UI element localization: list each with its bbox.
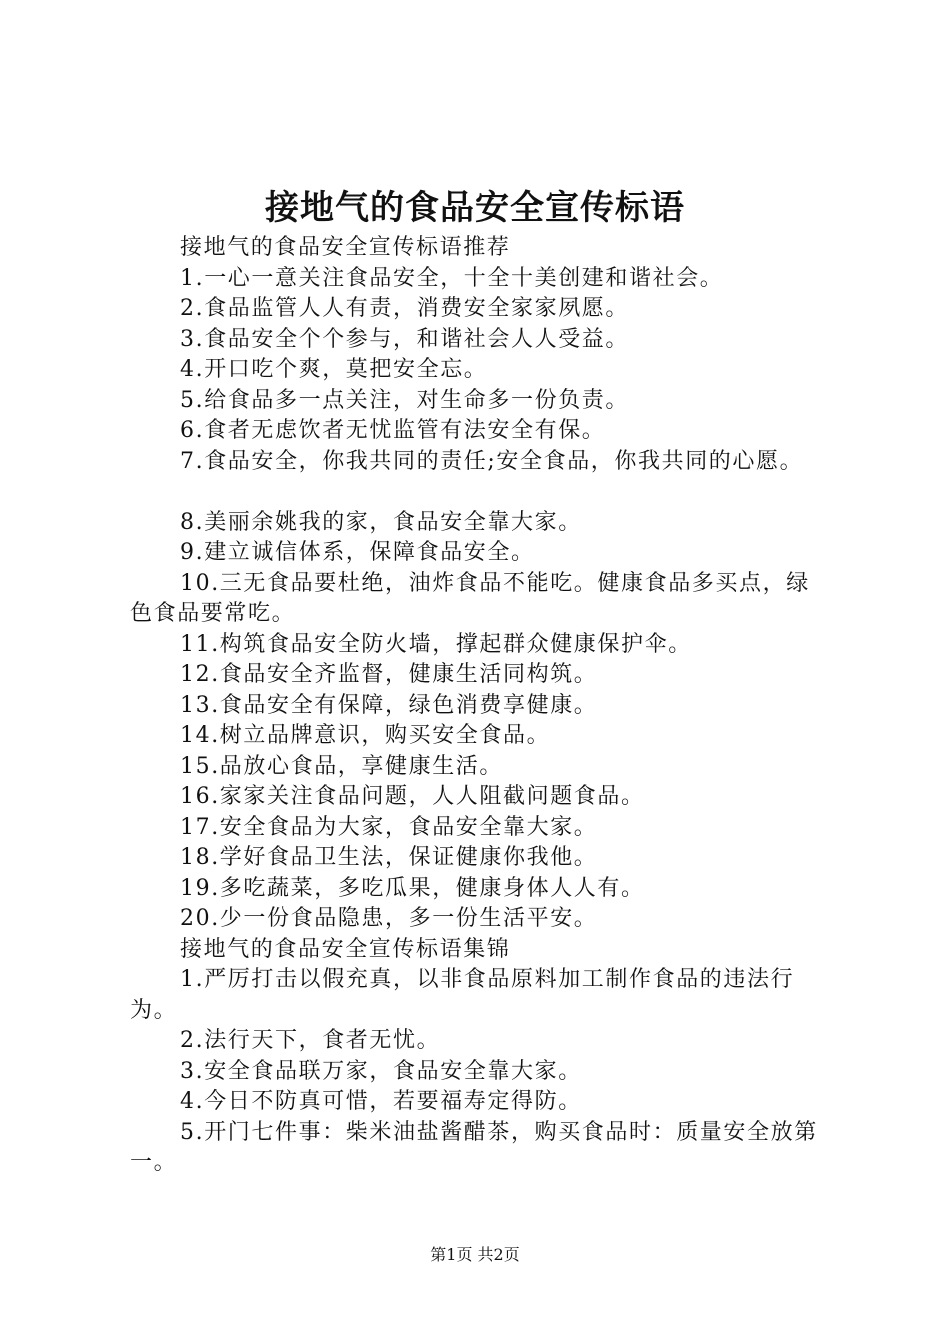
document-title: 接地气的食品安全宣传标语	[265, 188, 685, 228]
section-heading-collection: 接地气的食品安全宣传标语集锦	[180, 936, 511, 962]
slogan-item: 5.开门七件事：柴米油盐酱醋茶，购买食品时：质量安全放第一。	[130, 1119, 818, 1175]
slogan-item: 3.安全食品联万家，食品安全靠大家。	[180, 1058, 582, 1084]
slogan-item: 9.建立诚信体系，保障食品安全。	[180, 540, 535, 565]
page-footer: 第1页 共2页	[430, 1245, 520, 1264]
slogan-item: 18.学好食品卫生法，保证健康你我他。	[180, 845, 598, 870]
slogan-item: 19.多吃蔬菜，多吃瓜果，健康身体人人有。	[180, 875, 645, 901]
slogan-item: 13.食品安全有保障，绿色消费享健康。	[180, 692, 598, 718]
slogan-item: 1.严厉打击以假充真，以非食品原料加工制作食品的违法行为。	[130, 967, 795, 1023]
slogan-item: 7.食品安全，你我共同的责任;安全食品，你我共同的心愿。	[180, 448, 804, 474]
slogan-item: 2.食品监管人人有责，消费安全家家夙愿。	[180, 296, 629, 321]
slogan-item: 20.少一份食品隐患，多一份生活平安。	[180, 906, 598, 931]
slogan-item: 12.食品安全齐监督，健康生活同构筑。	[180, 662, 598, 687]
slogan-item: 14.树立品牌意识，购买安全食品。	[180, 723, 551, 748]
slogan-item: 10.三无食品要杜绝，油炸食品不能吃。健康食品多买点，绿色食品要常吃。	[130, 570, 810, 626]
slogan-item: 6.食者无虑饮者无忧监管有法安全有保。	[180, 418, 606, 443]
slogan-item: 4.今日不防真可惜，若要福寿定得防。	[180, 1089, 582, 1114]
slogan-item: 3.食品安全个个参与，和谐社会人人受益。	[180, 326, 629, 352]
slogan-item: 4.开口吃个爽，莫把安全忘。	[180, 357, 488, 382]
paragraph-gap	[130, 477, 850, 508]
slogan-item: 2.法行天下，食者无忧。	[180, 1028, 441, 1053]
slogan-item: 5.给食品多一点关注，对生命多一份负责。	[180, 387, 629, 413]
slogan-item: 15.品放心食品，享健康生活。	[180, 753, 503, 779]
slogan-item: 16.家家关注食品问题，人人阻截问题食品。	[180, 784, 645, 809]
slogan-item: 17.安全食品为大家，食品安全靠大家。	[180, 814, 598, 840]
slogan-item: 1.一心一意关注食品安全，十全十美创建和谐社会。	[180, 265, 724, 291]
slogan-item: 8.美丽余姚我的家，食品安全靠大家。	[180, 509, 582, 535]
document-body	[130, 233, 850, 1179]
section-heading-recommend: 接地气的食品安全宣传标语推荐	[180, 235, 511, 260]
slogan-item: 11.构筑食品安全防火墙，撑起群众健康保护伞。	[180, 631, 692, 657]
